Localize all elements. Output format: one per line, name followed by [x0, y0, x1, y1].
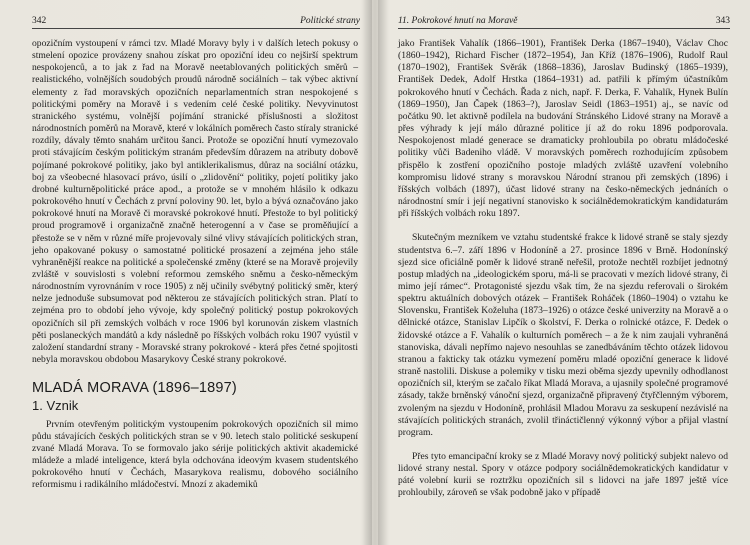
paragraph: Přes tyto emancipační kroky se z Mladé Moravy nový politický subjekt nalevo od lidové strany nestal. Spory v otázce podpory sociálnědemokratických kandidatur v páté volební kurii se roztržku opozičních sil s lidovci na jaře 1897 ještě více prohloubily, zároveň se však podobně jako v případě — [398, 451, 728, 499]
running-head: Politické strany — [300, 16, 360, 26]
right-page-header — [398, 14, 730, 29]
gutter-shadow — [378, 0, 388, 545]
left-page-body — [32, 38, 358, 491]
running-head: 11. Pokrokové hnutí na Moravě — [398, 16, 518, 26]
paragraph: jako František Vahalík (1866–1901), František Derka (1867–1940), Václav Choc (1860–1942), Richard Fischer (1872–1954), Jan Kříž (1876–1906), Rudolf Raul (1870–1902), František Svěrák (1868–1836), Jaroslav Budinský (1865–1939), František Dedek, Adolf Hrstka (1864–1931) ad. patřili k přímým účastníkům pokrokového hnutí v Čechách. Řada z nich, např. F. Derka, F. Vahalík, Hynek Bulín (1869–1950), Jan Čapek (1863–?), Jaroslav Seidl (1863–1951) aj., se navíc od počátku 90. let aktivně podílela na budování Stránského Lidové strany na Moravě a přes výhrady k její málo důrazné politice jí až do roku 1896 podporovala. Nespokojenost mladé generace se dramaticky prohloubila po obratu mládočeské politiky vůči Badeniho vládě. V moravských poměrech rozhodujícím způsobem přispělo k zostření opozičního postoje mladých zvláště uzavření volebního kompromisu lidové strany s moravskou Národní stranou při zemských (1896) i říšských volbách (1897), účast lidové strany na česko-německých jednáních o národnostní smír i její negativní stanovisko k sociálnědemokratickým kandidaturám při říšských volbách roku 1897. — [398, 38, 728, 220]
page-number: 343 — [715, 16, 730, 26]
paragraph: Skutečným mezníkem ve vztahu studentské frakce k lidové straně se staly sjezdy studentstva 6.–7. září 1896 v Hodoníně a 27. prosince 1896 v Brně. Hodonínský sjezd sice oficiálně poměr k lidové straně neřešil, protože nechtěl rozbíjet jednotný postup mladých na „ideologickém sporu, má-li se pracovati v mezích lidové strany, či mimo její rámec“. Protagonisté sjezdu však tím, že na sjezdu referovali o širokém spektru aktuálních dobových otázek – František Roháček (1860–1904) o vztahu ke Slovensku, František Koželuha (1873–1926) o otázce české univerzity na Moravě a o dělnické otázce, Stanislav Lipčík o školství, F. Derka o rolnické otázce, F. Dedek o židovské otázce a F. Vahalík o kulturních poměrech – a že k nim zaujali vyhraněná stanoviska, dávali nepřímo najevo nesouhlas se zanedbáváním těchto otázek lidovou stranou a fakticky tak otázku vymezení poměru mladé opoziční generace k lidové straně nastolili. Diskuse a polemiky v tisku mezi oběma sjezdy upevnily odhodlanost opozičních sil, kterým se začalo říkat Mladá Morava, a ujasnily společné programové zásady, takže brněnský vánoční sjezd, organizačně připravený čtyřčlenným výborem, zvoleným na sjezdu v Hodoníně, prohlásil Mladou Moravu za seskupení nezávislé na stávajících politických stranách, zvolil třináctičlenný výkonný výbor a přijal vlastní program. — [398, 232, 728, 438]
section-title: 1. Vznik — [32, 398, 79, 414]
page-number: 342 — [32, 16, 47, 26]
right-page — [378, 0, 750, 545]
paragraph: Prvním otevřeným politickým vystoupením pokrokových opozičních sil mimo půdu stávajících českých politických stran se v 90. letech stalo politické seskupení zvané Mladá Morava. To se formovalo jako sérije politických aktivit akademické mládeže a mladé inteligence, která byla odchována ideovým kvasem studentského pokrokového hnutí v Čechách, Masarykova realismu, dobového sociálního reformismu i radikálního mládočeství. Mnozí z akademiků — [32, 418, 358, 491]
left-page-header — [32, 14, 360, 29]
gutter-shadow — [362, 0, 372, 545]
right-page-body — [398, 38, 728, 500]
left-page — [0, 0, 372, 545]
paragraph: opozičním vystoupení v rámci tzv. Mladé Moravy byly i v dalších letech pokusy o stmelení opozice provázeny snahou získat pro opoziční ideu co nejširší spektrum nespokojenců, a to jak z řad na Moravě neetablovaných politických směrů – realistického, volnějších soudobých proudů národně sociálních – tak výbec aktivní elementy z řad moravských opozičních neparlamentních stran nespokojené s politickými poměry na Moravě i s vedením celé české politiky. Nevyvinutost stranického systému, volnější pojímání stranické příslušnosti a složitost národnostních poměrů na Moravě, které v lokálních poměrech často stíraly stranické rozdíly, dávaly těmto snahám určitou šanci. Protože se opoziční hnutí vymezovalo proti stávajícím českým politickým stranám především důrazem na atributy dobově pojímané pokrokové politiky, jako byl antiklerikalismus, důraz na sociální otázku, boj za všeobecné hlasovací právo, úsilí o „zlidovění“ politiky, pojetí politiky jako drobné kulturněpolitické práce apod., a protože se v mnohém hlásilo k odkazu pokrokového hnutí v Čechách z první poloviny 90. let, bylo a bývá označováno jako pokrokové hnutí na Moravě či moravské pokrokové hnutí. Přestože to byl politický proud programově i organizačně značně heterogenní a v čase se proměňující a přestože se v něm v různé míře projevovaly silné vlivy stávajících politických stran, jeho opakované pokusy o samostatné politické prosazení a zejména jeho stále vyhraněnější reakce na politické a společenské změny (které se na Moravě projevily zvláště v souvislosti s volební reformou zemského sněmu a česko-německým národnostním vyrovnáním v roce 1905) z něj učinily svébytný politický směr, který nelze jednoduše subsumovat pod některou ze stávajících politických stran. Platí to zejména pro to období jeho vývoje, kdy společný politický postup pokrokových opozičních sil při zemských volbách v roce 1906 byl korunován ziskem vlastních pěti poslaneckých mandátů a kdy následně po říšských volbách roku 1907 vyústil v založení standardní strany - Moravské strany pokrokové - která přes četné spojitosti nebyla moravskou obdobou Masarykovy České strany pokrokové. — [32, 38, 358, 366]
chapter-title: MLADÁ MORAVA (1896–1897) — [32, 380, 237, 397]
